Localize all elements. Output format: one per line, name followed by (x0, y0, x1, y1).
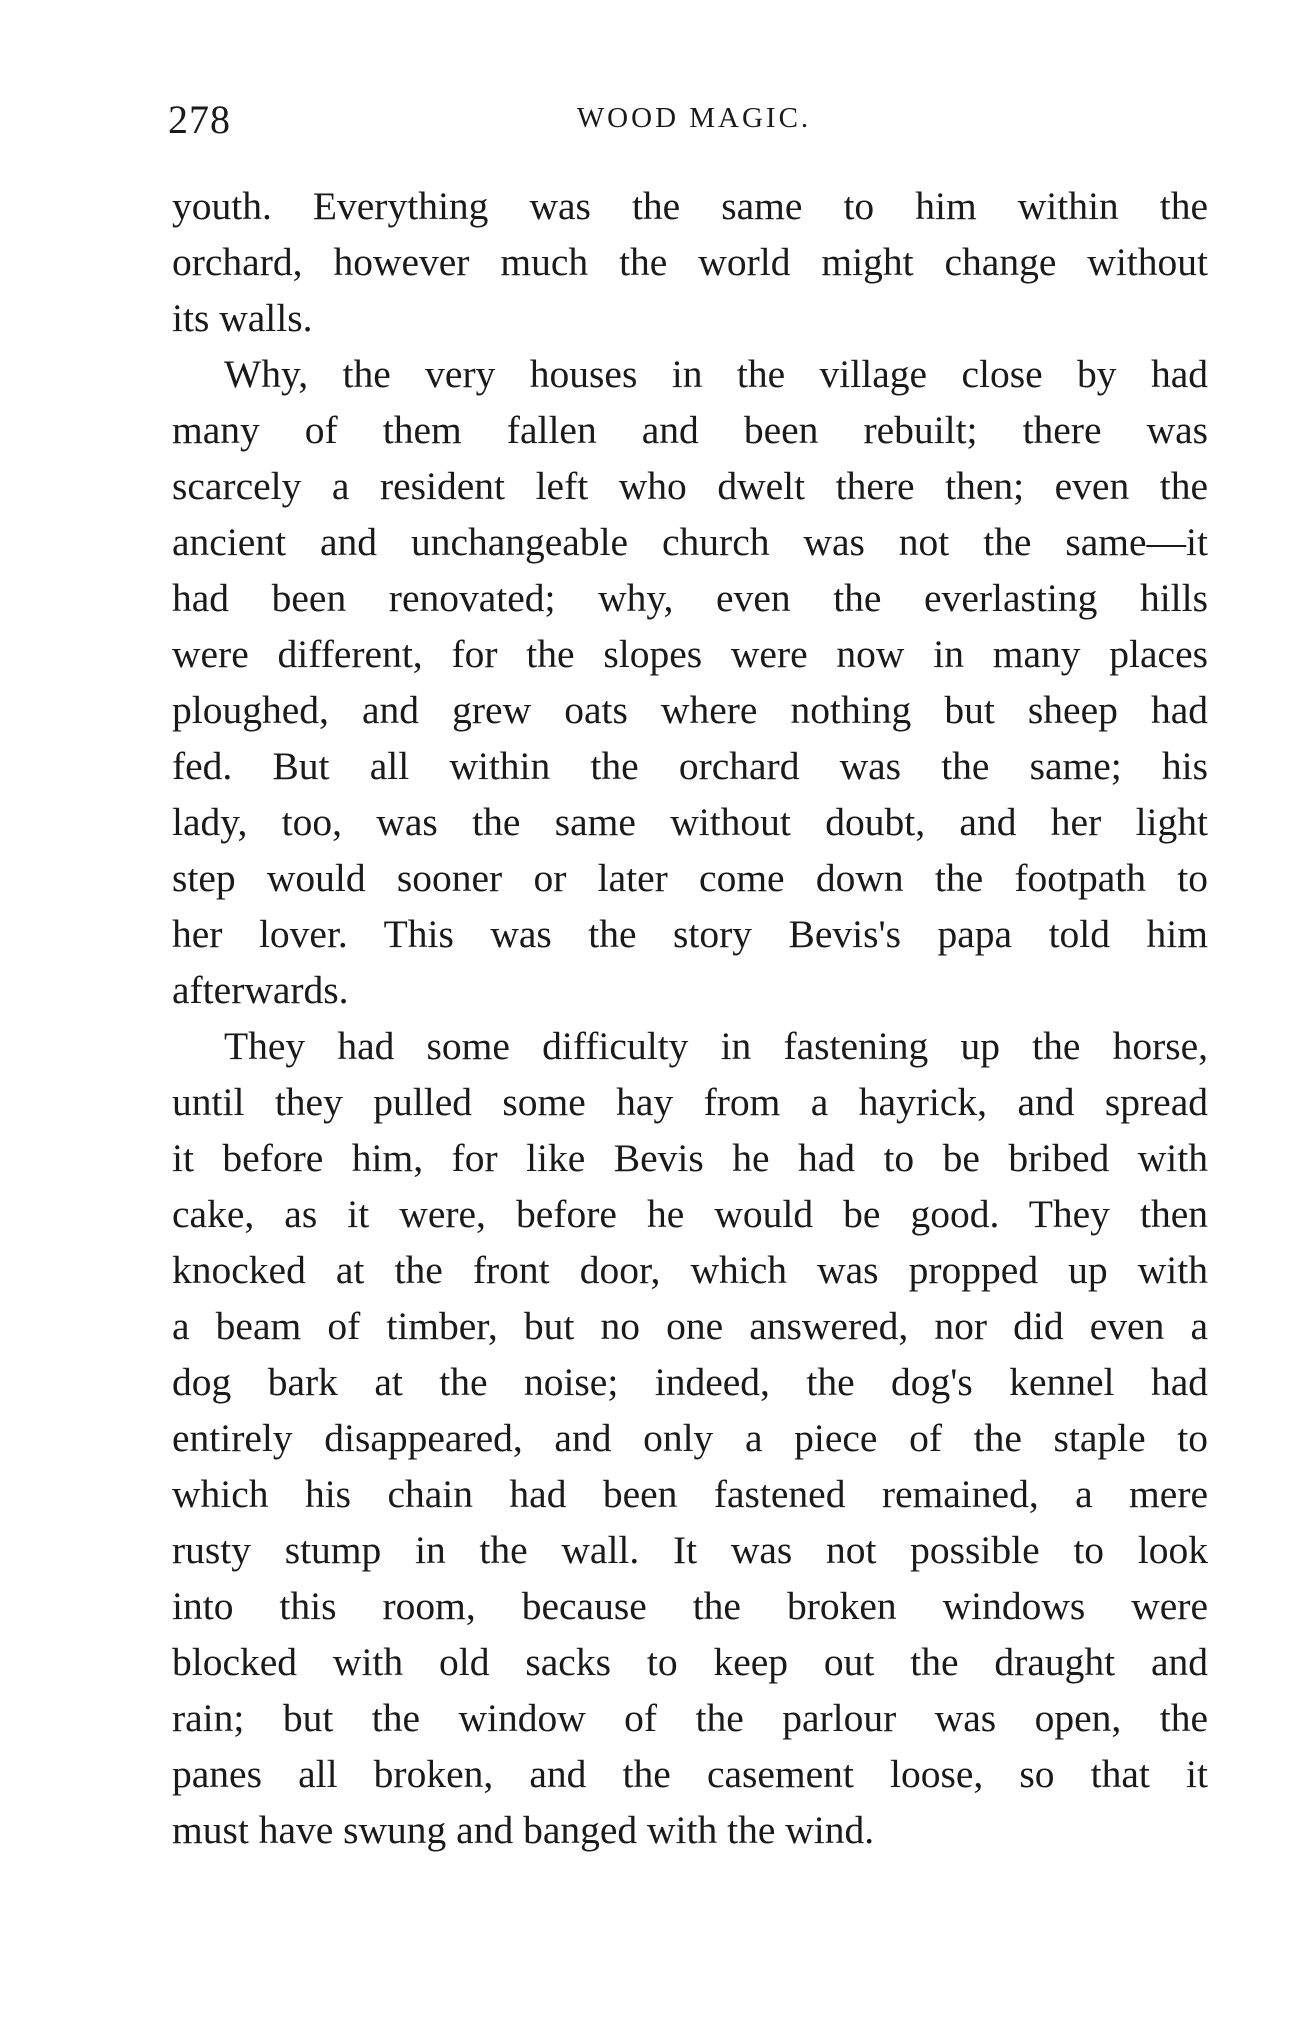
text-line: until they pulled some hay from a hayrick, and spread (172, 1080, 1208, 1124)
page-number: 278 (168, 97, 231, 142)
text-line: blocked with old sacks to keep out the draught and (172, 1640, 1208, 1684)
text-line: panes all broken, and the casement loose, so that it (172, 1752, 1208, 1796)
text-line: her lover. This was the story Bevis's papa told him (172, 912, 1208, 956)
text-line: scarcely a resident left who dwelt there then; even the (172, 464, 1208, 508)
text-line: entirely disappeared, and only a piece of the staple to (172, 1416, 1208, 1460)
text-line: ploughed, and grew oats where nothing but sheep had (172, 688, 1208, 732)
text-line: cake, as it were, before he would be good. They then (172, 1192, 1208, 1236)
text-line: dog bark at the noise; indeed, the dog's kennel had (172, 1360, 1208, 1404)
paragraph (172, 346, 1208, 1018)
text-line: it before him, for like Bevis he had to be bribed with (172, 1136, 1208, 1180)
text-line: were different, for the slopes were now in many places (172, 632, 1208, 676)
text-line: youth. Everything was the same to him within the (172, 184, 1208, 228)
text-line: many of them fallen and been rebuilt; there was (172, 408, 1208, 452)
paragraph (172, 178, 1208, 346)
text-line: knocked at the front door, which was propped up with (172, 1248, 1208, 1292)
text-line: ancient and unchangeable church was not the same—it (172, 520, 1208, 564)
text-line: orchard, however much the world might change without (172, 240, 1208, 284)
body-text (172, 178, 1208, 1858)
text-line: had been renovated; why, even the everlasting hills (172, 576, 1208, 620)
text-line: step would sooner or later come down the footpath to (172, 856, 1208, 900)
page-header (168, 96, 1220, 156)
text-line: fed. But all within the orchard was the same; his (172, 744, 1208, 788)
text-line: rain; but the window of the parlour was open, the (172, 1696, 1208, 1740)
text-line: lady, too, was the same without doubt, and her light (172, 800, 1208, 844)
running-title: WOOD MAGIC. (576, 102, 812, 134)
text-line: must have swung and banged with the wind. (172, 1808, 875, 1852)
text-line: rusty stump in the wall. It was not possible to look (172, 1528, 1208, 1572)
text-line: Why, the very houses in the village close by had (224, 352, 1208, 396)
text-line: which his chain had been fastened remained, a mere (172, 1472, 1208, 1516)
paragraph (172, 1018, 1208, 1858)
text-line: a beam of timber, but no one answered, nor did even a (172, 1304, 1208, 1348)
text-line: into this room, because the broken windows were (172, 1584, 1208, 1628)
text-line: They had some difficulty in fastening up the horse, (224, 1024, 1208, 1068)
text-line: its walls. (172, 296, 313, 340)
text-line: afterwards. (172, 968, 349, 1012)
